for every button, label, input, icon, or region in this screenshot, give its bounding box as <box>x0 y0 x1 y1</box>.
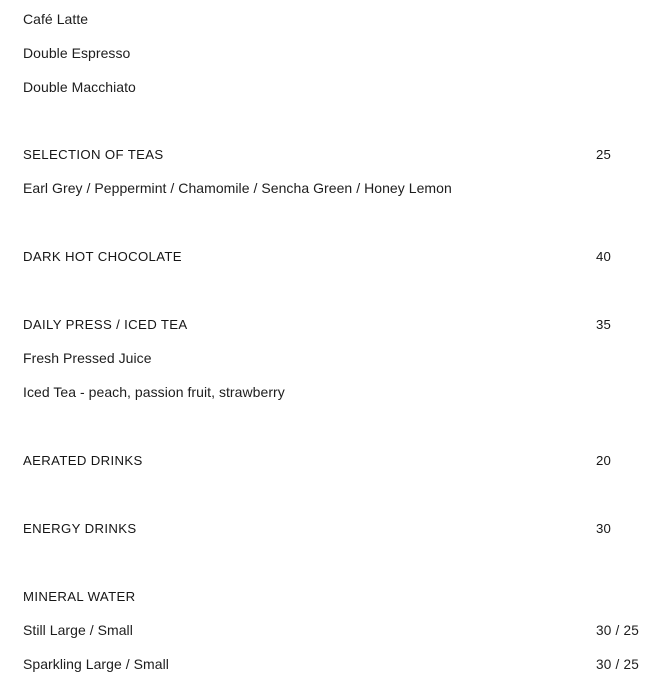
menu-item-row <box>0 78 650 97</box>
menu-item-row <box>0 655 650 674</box>
menu-item-label: Earl Grey / Peppermint / Chamomile / Sencha Green / Honey Lemon <box>23 180 452 196</box>
menu-section-label: SELECTION OF TEAS <box>23 147 164 162</box>
menu-section-label: MINERAL WATER <box>23 589 136 604</box>
menu-item-price: 30 / 25 <box>596 623 639 638</box>
menu-section-heading-mineral-water <box>0 587 650 606</box>
menu-section-heading-energy-drinks <box>0 519 650 538</box>
menu-item-label: Still Large / Small <box>23 622 133 638</box>
menu-section-price: 20 <box>596 453 612 468</box>
menu-item-label: Double Macchiato <box>23 79 136 95</box>
menu-item-row <box>0 349 650 368</box>
menu-item-label: Sparkling Large / Small <box>23 656 169 672</box>
menu-item-label: Fresh Pressed Juice <box>23 350 152 366</box>
menu-page <box>0 10 650 691</box>
menu-section-label: ENERGY DRINKS <box>23 521 137 536</box>
menu-section-heading-daily-press-iced-tea <box>0 315 650 334</box>
menu-section-price: 35 <box>596 317 612 332</box>
menu-section-heading-dark-hot-chocolate <box>0 247 650 266</box>
menu-item-label: Iced Tea - peach, passion fruit, strawberry <box>23 384 285 400</box>
menu-item-row <box>0 179 650 198</box>
menu-section-heading-aerated-drinks <box>0 451 650 470</box>
menu-item-label: Café Latte <box>23 11 89 27</box>
menu-section-label: AERATED DRINKS <box>23 453 143 468</box>
menu-item-row <box>0 383 650 402</box>
menu-section-price: 40 <box>596 249 612 264</box>
menu-item-row <box>0 44 650 63</box>
menu-section-price: 30 <box>596 521 612 536</box>
menu-section-price: 25 <box>596 147 612 162</box>
menu-item-row <box>0 10 650 29</box>
menu-item-row <box>0 621 650 640</box>
menu-section-label: DARK HOT CHOCOLATE <box>23 249 182 264</box>
menu-section-label: DAILY PRESS / ICED TEA <box>23 317 188 332</box>
menu-item-price: 30 / 25 <box>596 657 639 672</box>
menu-item-label: Double Espresso <box>23 45 131 61</box>
menu-section-heading-selection-of-teas <box>0 145 650 164</box>
